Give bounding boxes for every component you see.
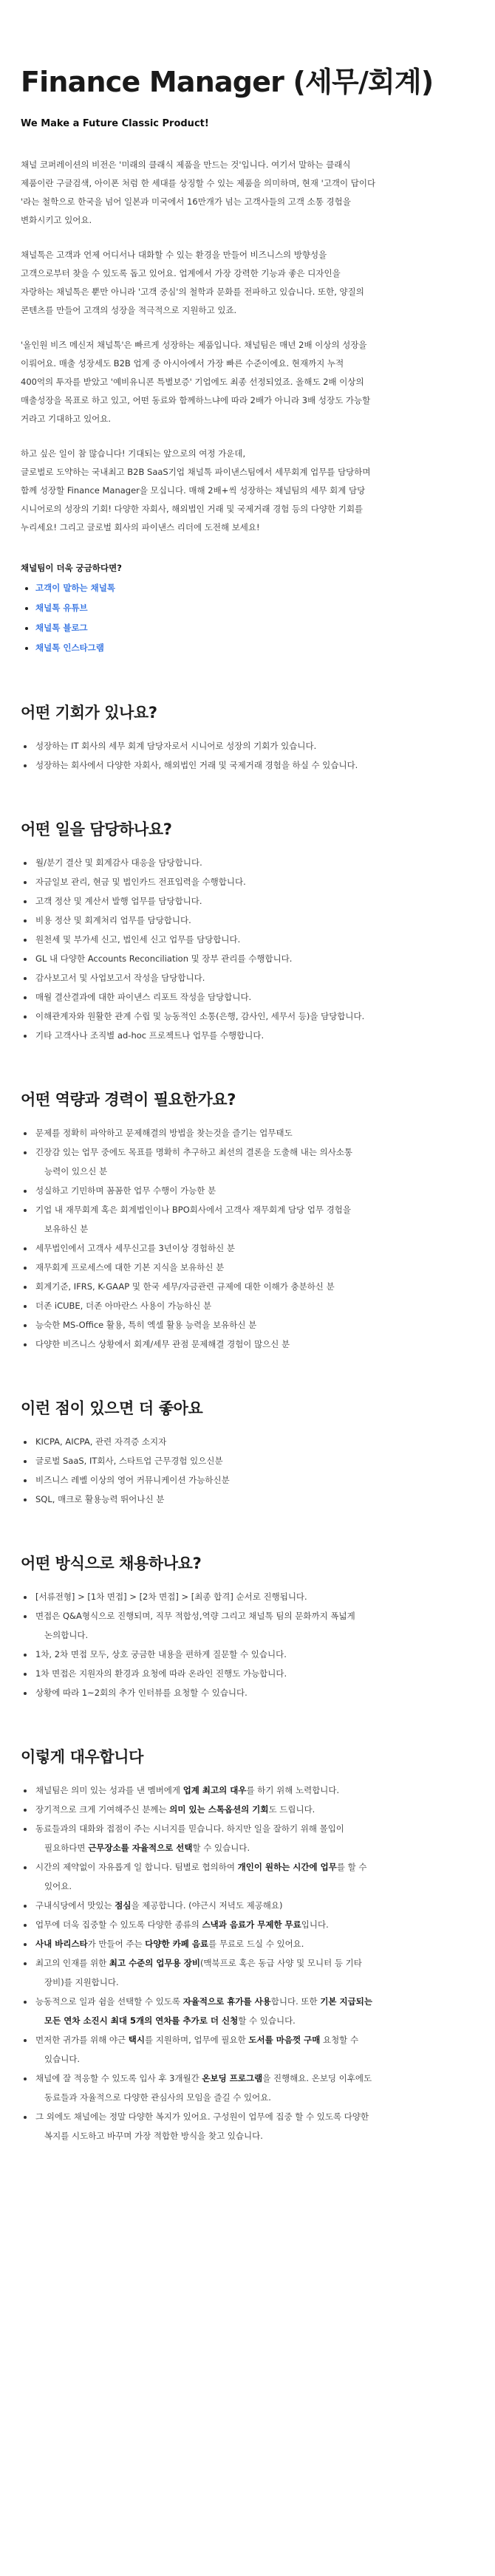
list-item-line: • 재무회계 프로세스에 대한 기본 지식을 보유하신 분 bbox=[35, 1262, 225, 1272]
list-item bbox=[34, 1123, 474, 1143]
list-item bbox=[34, 1606, 474, 1645]
requirements-list bbox=[21, 1123, 474, 1354]
list-item bbox=[34, 1315, 474, 1335]
list-item: • 글로벌 SaaS, IT회사, 스타트업 근무경험 있으신분 bbox=[34, 1451, 474, 1470]
paragraph-line: 글로벌로 도약하는 국내최고 B2B SaaS기업 채널톡 파이낸스팀에서 세무회계 업무를 담당하며 bbox=[21, 467, 371, 477]
intro-paragraph-4 bbox=[21, 445, 474, 537]
list-item-line: • 문제를 정확히 파악하고 문제해결의 방법을 찾는것을 즐기는 업무태도 bbox=[35, 1128, 293, 1138]
duties-list bbox=[21, 853, 474, 1045]
list-item: • 성장하는 회사에서 다양한 자회사, 해외법인 거래 및 국제거래 경험을 하실 수 있습니다. bbox=[34, 756, 474, 775]
body-text: 그 외에도 채널에는 정말 다양한 복지가 있어요. 구성원이 업무에 집중 할 수 있도록 다양한 bbox=[35, 2111, 369, 2122]
list-item-line: • 상황에 따라 1~2회의 추가 인터뷰를 요청할 수 있습니다. bbox=[35, 1688, 248, 1698]
section-title-benefits: 이렇게 대우합니다 bbox=[21, 1748, 143, 1766]
body-text: 필요하다면 bbox=[44, 1843, 89, 1853]
list-item: • 비즈니스 레벨 이상의 영어 커뮤니케이션 가능하신분 bbox=[34, 1470, 474, 1490]
paragraph-line: 채널 코퍼레이션의 비전은 '미래의 클래식 제품을 만드는 것'입니다. 여기서 말하는 클래식 bbox=[21, 160, 351, 170]
list-item: • 기타 고객사나 조직별 ad-hoc 프로젝트나 업무를 수행합니다. bbox=[34, 1026, 474, 1045]
highlight-text: 의미 있는 스톡옵션의 기회 bbox=[169, 1804, 269, 1815]
list-item bbox=[34, 1819, 474, 1857]
highlight-text: 사내 바리스타 bbox=[35, 1939, 88, 1949]
body-text: 능동적으로 일과 쉼을 선택할 수 있도록 bbox=[35, 1996, 183, 2007]
link-item bbox=[35, 638, 474, 658]
body-text: 합니다. 또한 bbox=[270, 1996, 321, 2007]
list-item bbox=[34, 1645, 474, 1664]
body-text: 시간의 제약없이 자유롭게 일 합니다. 팀별로 협의하여 bbox=[35, 1862, 238, 1872]
list-item bbox=[34, 1258, 474, 1277]
list-item-line: 논의합니다. bbox=[44, 1630, 89, 1640]
paragraph-line: 누리세요! 그리고 글로벌 회사의 파이낸스 리더에 도전해 보세요! bbox=[21, 522, 260, 532]
list-item-line bbox=[35, 2088, 474, 2107]
list-item: • 매월 결산결과에 대한 파이낸스 리포트 작성을 담당합니다. bbox=[34, 987, 474, 1007]
list-item-line bbox=[35, 2069, 474, 2088]
links-title: 채널팀이 더욱 궁금하다면? bbox=[21, 563, 122, 573]
list-item bbox=[34, 1200, 474, 1239]
paragraph-line: 함께 성장할 Finance Manager을 모십니다. 매해 2배+씩 성장하는 채널팀의 세무 회계 담당 bbox=[21, 485, 366, 496]
body-text: 동료들과 자율적으로 다양한 관심사의 모임을 즐길 수 있어요. bbox=[44, 2092, 271, 2103]
list-item: • SQL, 매크로 활용능력 뛰어나신 분 bbox=[34, 1490, 474, 1509]
link-instagram[interactable]: 채널톡 인스타그램 bbox=[35, 643, 104, 653]
list-item bbox=[34, 1296, 474, 1315]
list-item bbox=[34, 1143, 474, 1181]
body-text: 장기적으로 크게 기여해주신 분께는 bbox=[35, 1804, 170, 1815]
section-title-opportunity: 어떤 기회가 있나요? bbox=[21, 704, 157, 722]
list-item: • 감사보고서 및 사업보고서 작성을 담당합니다. bbox=[34, 968, 474, 987]
list-item bbox=[34, 1934, 474, 1953]
body-text: 채널팀은 의미 있는 성과를 낸 멤버에게 bbox=[35, 1785, 183, 1795]
list-item: • 자금일보 관리, 현금 및 법인카드 전표입력을 수행합니다. bbox=[34, 872, 474, 891]
paragraph-line: 이뤄어요. 매출 성장세도 B2B 업계 중 아시아에서 가장 빠른 수준이에요. 현재까지 누적 bbox=[21, 358, 344, 369]
paragraph-line: 제품이란 구글검색, 아이폰 처럼 한 세대를 상징할 수 있는 제품을 의미하며, 현재 '고객이 답이다 bbox=[21, 178, 376, 188]
highlight-text: 업계 최고의 대우 bbox=[182, 1785, 247, 1795]
opportunity-list bbox=[21, 736, 474, 775]
list-item bbox=[34, 1664, 474, 1683]
link-customer-stories[interactable]: 고객이 말하는 채널톡 bbox=[35, 583, 115, 593]
link-item bbox=[35, 618, 474, 638]
body-text: 요청할 수 bbox=[320, 2035, 359, 2045]
body-text: 있어요. bbox=[44, 1881, 72, 1891]
list-item bbox=[34, 1953, 474, 1992]
list-item-line: • [서류전형] > [1차 면접] > [2차 면접] > [최종 합격] 순서로 진행됩니다. bbox=[35, 1592, 307, 1602]
list-item bbox=[34, 2107, 474, 2145]
intro-paragraph-3 bbox=[21, 336, 474, 428]
highlight-text: 온보딩 프로그램 bbox=[202, 2073, 263, 2083]
body-text: 복지를 시도하고 바꾸며 가장 적합한 방식을 찾고 있습니다. bbox=[44, 2131, 263, 2141]
list-item bbox=[34, 1800, 474, 1819]
list-item-line: • 세무법인에서 고객사 세무신고를 3년이상 경험하신 분 bbox=[35, 1243, 235, 1253]
highlight-text: 도서를 마음껏 구매 bbox=[248, 2035, 321, 2045]
highlight-text: 기본 지급되는 bbox=[320, 1996, 372, 2007]
link-item bbox=[35, 598, 474, 618]
tagline: We Make a Future Classic Product! bbox=[21, 118, 209, 129]
process-list bbox=[21, 1587, 474, 1702]
highlight-text: 점심 bbox=[115, 1900, 132, 1911]
body-text: 가 만들어 주는 bbox=[87, 1939, 146, 1949]
list-item: • 비용 정산 및 회계처리 업무를 담당합니다. bbox=[34, 911, 474, 930]
page-title: Finance Manager (세무/회계) bbox=[21, 66, 434, 98]
body-text: 할 수 있습니다. bbox=[192, 1843, 250, 1853]
list-item-line bbox=[35, 1973, 474, 1992]
list-item bbox=[34, 1915, 474, 1934]
list-item: • GL 내 다양한 Accounts Reconciliation 및 장부 관리를 수행합니다. bbox=[34, 949, 474, 968]
list-item: • 이해관계자와 원활한 관계 수립 및 능동적인 소통(은행, 감사인, 세무서 등)을 담당합니다. bbox=[34, 1007, 474, 1026]
body-text: 최고의 인재를 위한 bbox=[35, 1958, 109, 1968]
list-item-line bbox=[35, 2049, 474, 2069]
paragraph-line: 고객으로부터 찾을 수 있도록 돕고 있어요. 업계에서 가장 강력한 기능과 좋은 디자인을 bbox=[21, 268, 341, 278]
list-item-line: • 1차, 2차 면접 모두, 상호 궁금한 내용을 편하게 질문할 수 있습니다. bbox=[35, 1649, 287, 1659]
list-item-line: • 기업 내 재무회계 혹은 회계법인이나 BPO회사에서 고객사 재무회계 담당 업무 경험을 bbox=[35, 1205, 352, 1215]
list-item-line: 능력이 있으신 분 bbox=[44, 1166, 108, 1176]
list-item-line: • 면접은 Q&A형식으로 진행되며, 직무 적합성,역량 그리고 채널톡 팀의 문화까지 폭넓게 bbox=[35, 1611, 355, 1621]
paragraph-line: '라는 철학으로 한국을 넘어 일본과 미국에서 16만개가 넘는 고객사들의 고객 소통 경험을 bbox=[21, 196, 351, 207]
link-blog[interactable]: 채널톡 블로그 bbox=[35, 623, 88, 633]
section-title-duties: 어떤 일을 담당하나요? bbox=[21, 821, 172, 838]
list-item-line bbox=[35, 2126, 474, 2145]
body-text: 도 드립니다. bbox=[268, 1804, 315, 1815]
list-item-line: 보유하신 분 bbox=[44, 1224, 89, 1234]
list-item: • 성장하는 IT 회사의 세무 회계 담당자로서 시니어로 성장의 기회가 있습니다. bbox=[34, 736, 474, 756]
paragraph-line: 자랑하는 채널톡은 뿐만 아니라 '고객 중심'의 철학과 문화를 전파하고 있습니다. 또한, 양질의 bbox=[21, 287, 364, 297]
list-item bbox=[34, 1277, 474, 1296]
highlight-text: 최고 수준의 업무용 장비 bbox=[109, 1958, 200, 1968]
body-text: 할 수 있습니다. bbox=[238, 2015, 296, 2026]
body-text: 먼저한 귀가를 위해 야근 bbox=[35, 2035, 129, 2045]
list-item bbox=[34, 2030, 474, 2069]
list-item: • 고객 정산 및 계산서 발행 업무를 담당합니다. bbox=[34, 891, 474, 911]
highlight-text: 자율적으로 휴가를 사용 bbox=[182, 1996, 271, 2007]
list-item bbox=[34, 1239, 474, 1258]
intro-paragraph-2 bbox=[21, 246, 474, 320]
list-item-line bbox=[35, 1992, 474, 2011]
list-item bbox=[34, 1857, 474, 1896]
paragraph-line: 매출성장을 목표로 하고 있고, 어떤 동료와 함께하느냐에 따라 2배가 아니라 3배 성장도 가능할 bbox=[21, 395, 371, 405]
list-item-line bbox=[35, 1915, 474, 1934]
section-title-process: 어떤 방식으로 채용하나요? bbox=[21, 1555, 202, 1572]
paragraph-line: 하고 싶은 일이 참 많습니다! 기대되는 앞으로의 여정 가운데, bbox=[21, 448, 246, 459]
list-item-line: • 성실하고 기민하며 꼼꼼한 업무 수행이 가능한 분 bbox=[35, 1185, 216, 1196]
body-text: 를 지원하며, 업무에 필요한 bbox=[144, 2035, 249, 2045]
list-item-line: • 긴장감 있는 업무 중에도 목표를 명확히 추구하고 최선의 결론을 도출해 내는 의사소통 bbox=[35, 1147, 353, 1157]
body-text: 채널에 잘 적응할 수 있도록 입사 후 3개월간 bbox=[35, 2073, 202, 2083]
list-item-line bbox=[35, 2011, 474, 2030]
list-item bbox=[34, 1896, 474, 1915]
list-item-line bbox=[35, 1934, 474, 1953]
body-text: (맥북프로 혹은 동급 사양 및 모니터 등 기타 bbox=[199, 1958, 362, 1968]
list-item bbox=[34, 1181, 474, 1200]
body-text: 업무에 더욱 집중할 수 있도록 다양한 종류의 bbox=[35, 1919, 202, 1930]
list-item-line: • 다양한 비즈니스 상황에서 회계/세무 관점 문제해결 경험이 많으신 분 bbox=[35, 1339, 290, 1349]
list-item-line: • 회계기준, IFRS, K-GAAP 및 한국 세무/자금관련 규제에 대한 이해가 충분하신 분 bbox=[35, 1281, 335, 1292]
section-title-preferred: 이런 점이 있으면 더 좋아요 bbox=[21, 1400, 203, 1417]
highlight-text: 개인이 원하는 시간에 업무 bbox=[237, 1862, 337, 1872]
benefits-list bbox=[21, 1781, 474, 2145]
list-item: • KICPA, AICPA, 관련 자격증 소지자 bbox=[34, 1432, 474, 1451]
highlight-text: 모든 연차 소진시 최대 5개의 연차를 추가로 더 신청 bbox=[44, 2015, 239, 2026]
list-item bbox=[34, 1587, 474, 1606]
link-youtube[interactable]: 채널톡 유튜브 bbox=[35, 603, 88, 613]
list-item-line bbox=[35, 1838, 474, 1857]
body-text: 장비)를 지원합니다. bbox=[44, 1977, 119, 1987]
list-item-line: • 능숙한 MS-Office 활용, 특히 엑셀 활용 능력을 보유하신 분 bbox=[35, 1320, 257, 1330]
list-item-line bbox=[35, 1781, 474, 1800]
paragraph-line: 변화시키고 있어요. bbox=[21, 215, 92, 225]
list-item bbox=[34, 2069, 474, 2107]
list-item: • 원천세 및 부가세 신고, 법인세 신고 업무를 담당합니다. bbox=[34, 930, 474, 949]
paragraph-line: 시니어로의 성장의 기회! 다양한 자회사, 해외법인 거래 및 국제거래 경험 등의 다양한 기회를 bbox=[21, 504, 363, 514]
list-item-line: • 더존 iCUBE, 더존 아마란스 사용이 가능하신 분 bbox=[35, 1301, 212, 1311]
highlight-text: 스낵과 음료가 무제한 무료 bbox=[202, 1919, 301, 1930]
list-item-line bbox=[35, 1953, 474, 1973]
highlight-text: 근무장소를 자율적으로 선택 bbox=[88, 1843, 193, 1853]
list-item bbox=[34, 1335, 474, 1354]
body-text: 구내식당에서 맛있는 bbox=[35, 1900, 115, 1911]
paragraph-line: 거라고 기대하고 있어요. bbox=[21, 414, 112, 424]
body-text: 를 할 수 bbox=[336, 1862, 367, 1872]
list-item-line bbox=[35, 2030, 474, 2049]
body-text: 을 제공합니다. (야근시 저녁도 제공해요) bbox=[131, 1900, 283, 1911]
body-text: 있습니다. bbox=[44, 2054, 81, 2064]
list-item-line bbox=[35, 1857, 474, 1877]
body-text: 를 하기 위해 노력합니다. bbox=[246, 1785, 340, 1795]
paragraph-line: 콘텐츠를 만들어 고객의 성장을 적극적으로 지원하고 있죠. bbox=[21, 305, 237, 315]
links-list bbox=[21, 578, 474, 658]
list-item-line bbox=[35, 1877, 474, 1896]
body-text: 입니다. bbox=[301, 1919, 329, 1930]
list-item-line bbox=[35, 1800, 474, 1819]
body-text: 를 무료로 드실 수 있어요. bbox=[208, 1939, 304, 1949]
paragraph-line: 400억의 투자를 받았고 '예비유니콘 특별보증' 기업에도 최종 선정되었죠. 올해도 2배 이상의 bbox=[21, 377, 364, 387]
list-item bbox=[34, 1992, 474, 2030]
paragraph-line: '올인원 비즈 메신저 채널톡'은 빠르게 성장하는 제품입니다. 채널팀은 매년 2배 이상의 성장을 bbox=[21, 340, 367, 350]
list-item: • 월/분기 결산 및 회계감사 대응을 담당합니다. bbox=[34, 853, 474, 872]
body-text: 을 진행해요. 온보딩 이후에도 bbox=[262, 2073, 372, 2083]
section-title-requirements: 어떤 역량과 경력이 필요한가요? bbox=[21, 1091, 236, 1109]
link-item bbox=[35, 578, 474, 598]
body-text: 동료들과의 대화와 접점이 주는 시너지를 믿습니다. 하지만 일을 잘하기 위해 몰입이 bbox=[35, 1823, 344, 1834]
list-item-line bbox=[35, 1819, 474, 1838]
list-item bbox=[34, 1683, 474, 1702]
list-item-line bbox=[35, 2107, 474, 2126]
highlight-text: 다양한 카페 음료 bbox=[145, 1939, 209, 1949]
intro-paragraph-1 bbox=[21, 156, 474, 230]
list-item-line: • 1차 면접은 지원자의 환경과 요청에 따라 온라인 진행도 가능합니다. bbox=[35, 1668, 287, 1679]
list-item bbox=[34, 1781, 474, 1800]
preferred-list bbox=[21, 1432, 474, 1509]
highlight-text: 택시 bbox=[128, 2035, 145, 2045]
paragraph-line: 채널톡은 고객과 언제 어디서나 대화할 수 있는 환경을 만들어 비즈니스의 방향성을 bbox=[21, 250, 327, 260]
list-item-line bbox=[35, 1896, 474, 1915]
